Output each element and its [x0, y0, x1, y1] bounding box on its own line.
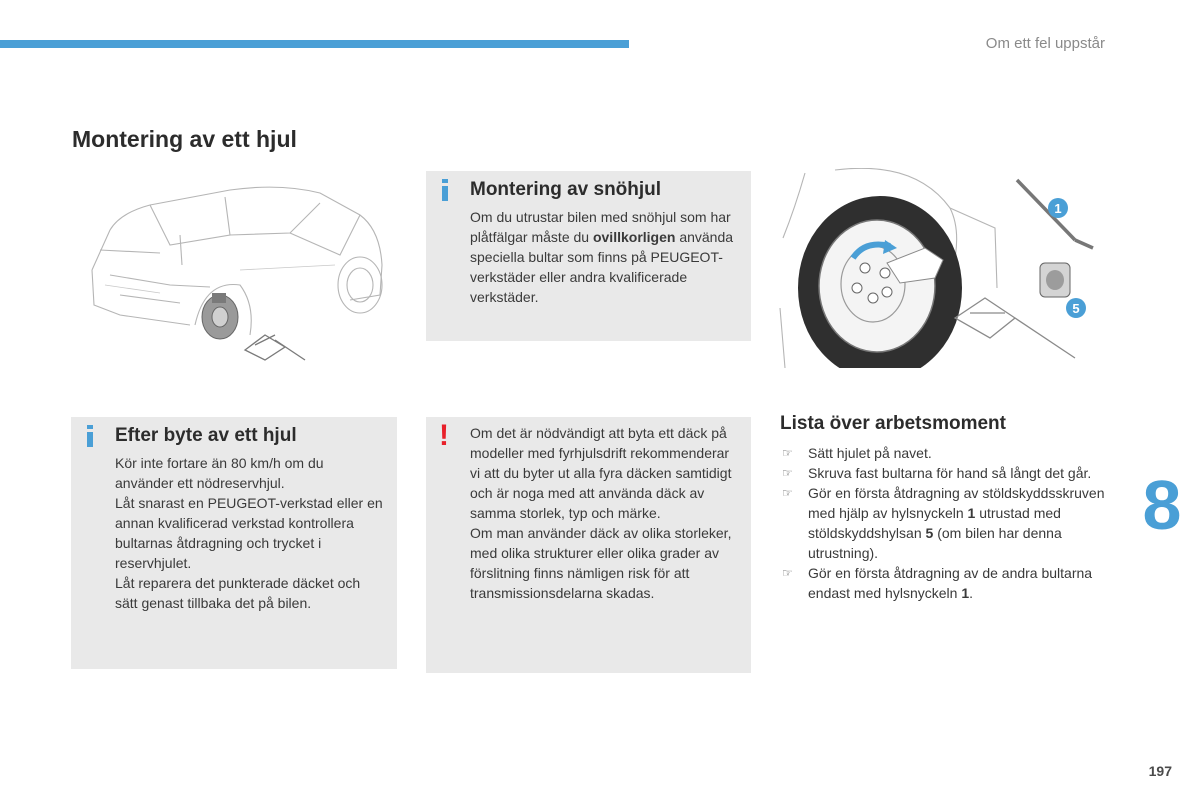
snow-wheel-info-box: [426, 171, 751, 341]
procedure-step: ☞ Sätt hjulet på navet.: [782, 445, 932, 461]
after-change-text: Kör inte fortare än 80 km/h om du använder ett nödreservhjul. Låt snarast en PEUGEOT-verkstad eller en annan kvalificerad verkstad kontrollera bultarnas åtdragning och trycket i reservhjulet. Låt reparera det punkterade däcket och sätt genast tillbaka det på bilen.: [115, 455, 383, 611]
emphasis-text: ovillkorligen: [592, 229, 676, 245]
procedure-step: ☞ Skruva fast bultarna för hand så långt det går.: [782, 465, 1092, 481]
page-number: 197: [1148, 763, 1172, 779]
snow-wheel-heading: Montering av snöhjul: [470, 179, 662, 200]
wheel-tools-illustration: [775, 168, 1105, 368]
after-change-heading: Efter byte av ett hjul: [115, 425, 297, 446]
snow-wheel-text: Om du utrustar bilen med snöhjul som har plåtfälgar måste du ovillkorligen använda speciella bultar som finns på PEUGEOT-verkstäder eller andra kvalificerade verkstäder.: [470, 209, 734, 305]
callout-5-label: 5: [1072, 301, 1080, 316]
procedure-steps: [780, 443, 1110, 603]
info-icon: [87, 425, 93, 447]
warning-text: Om det är nödvändigt att byta ett däck på modeller med fyrhjulsdrift rekommenderar vi att du byter ut alla fyra däcken samtidigt och är noga med att använda däck av samma storlek, typ och märke. Om man använder däck av olika storleker, med olika strukturer eller olika grader av förslitning finns nämligen risk för att transmissionsdelarna skadas.: [470, 425, 732, 601]
callout-1-label: 1: [1054, 201, 1062, 216]
after-wheel-change-box: [71, 417, 397, 669]
header-accent-bar: [0, 40, 629, 48]
running-head: Om ett fel uppstår: [985, 35, 1105, 52]
section-title: Montering av ett hjul: [72, 126, 297, 152]
procedure-title: Lista över arbetsmoment: [780, 413, 1006, 434]
chapter-number: 8: [1142, 466, 1182, 544]
procedure-step: ☞ Gör en första åtdragning av stöldskyddsskruven med hjälp av hylsnyckeln 1 utrustad med stöldskyddshylsan 5 (om bilen har denna utrustning).: [782, 485, 1105, 561]
procedure-step: ☞ Gör en första åtdragning av de andra bultarna endast med hylsnyckeln 1.: [782, 565, 1093, 601]
four-wheel-drive-warning-box: [426, 417, 751, 673]
pointing-hand-icon: ☞: [782, 566, 793, 580]
info-icon: [442, 179, 448, 201]
warning-icon: !: [439, 419, 449, 452]
car-jack-illustration: [80, 175, 400, 370]
pointing-hand-icon: ☞: [782, 446, 793, 460]
pointing-hand-icon: ☞: [782, 486, 793, 500]
pointing-hand-icon: ☞: [782, 466, 793, 480]
